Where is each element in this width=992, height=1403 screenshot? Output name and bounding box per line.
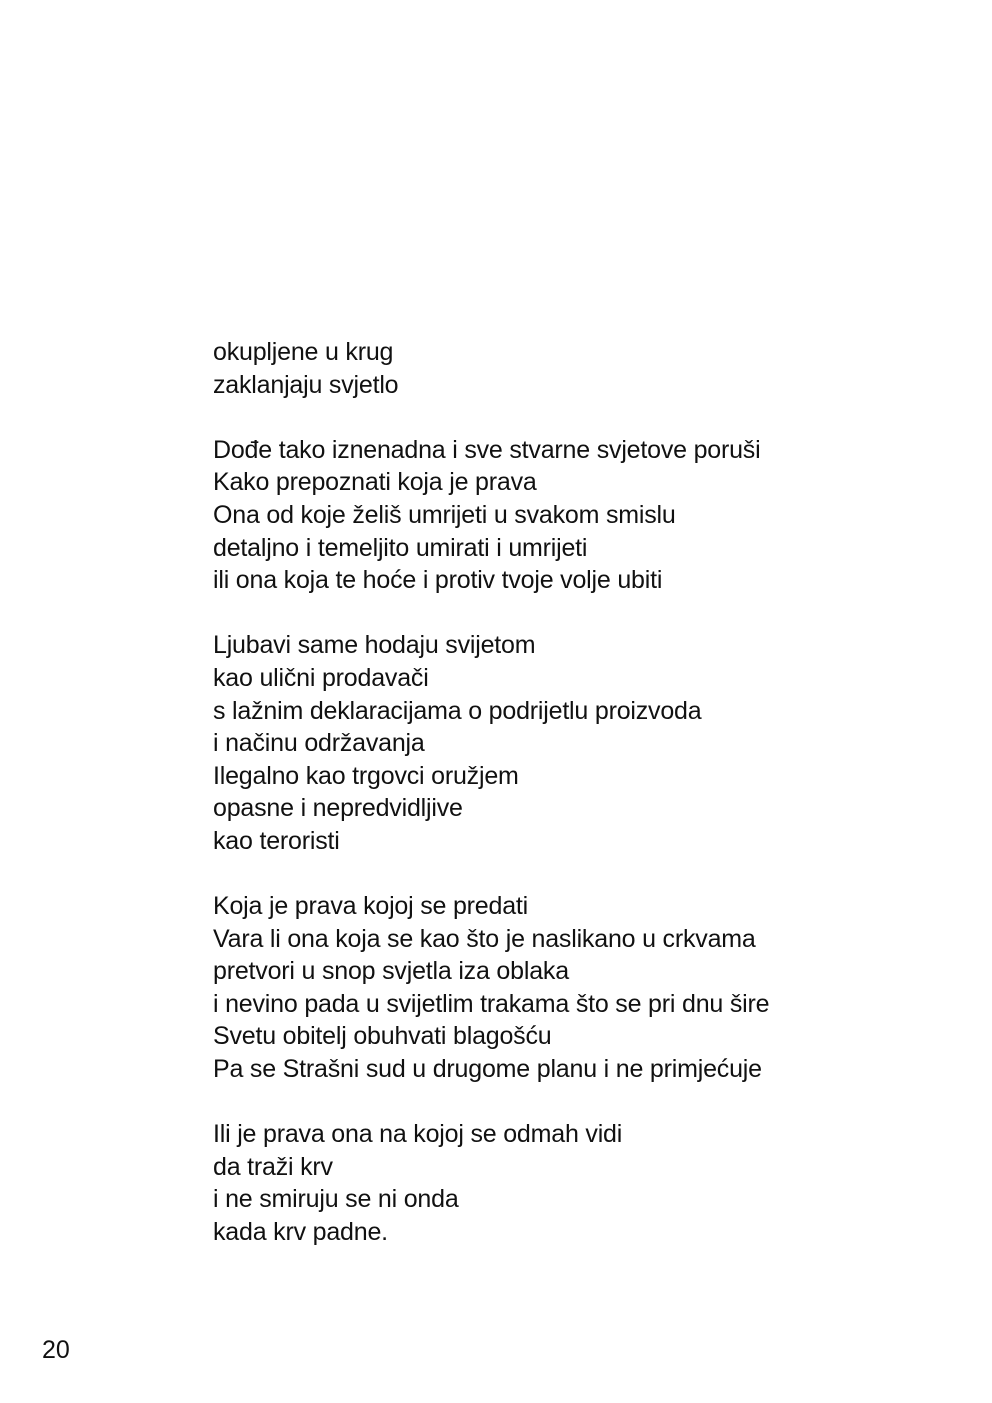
poem-body (213, 336, 913, 1281)
poem-line: Dođe tako iznenadna i sve stvarne svjetove poruši (213, 435, 761, 464)
poem-line: Pa se Strašni sud u drugome planu i ne primjećuje (213, 1055, 762, 1084)
poem-line: da traži krv (213, 1152, 333, 1181)
poem-line: Svetu obitelj obuhvati blagošću (213, 1022, 552, 1051)
stanza-5 (213, 1118, 913, 1248)
poem-line: Kako prepoznati koja je prava (213, 468, 537, 497)
page-number: 20 (42, 1336, 70, 1364)
poem-line: Vara li ona koja se kao što je naslikano u crkvama (213, 924, 756, 953)
poem-line: opasne i nepredvidljive (213, 794, 463, 823)
poem-line: kada krv padne. (213, 1218, 388, 1247)
poem-line: Ljubavi same hodaju svijetom (213, 631, 536, 660)
poem-line: i načinu održavanja (213, 729, 425, 758)
poem-line: okupljene u krug (213, 338, 394, 366)
poem-line: kao teroristi (213, 826, 340, 855)
poem-line: ili ona koja te hoće i protiv tvoje volje ubiti (213, 566, 663, 595)
poem-line: Ili je prava ona na kojoj se odmah vidi (213, 1120, 623, 1149)
poem-line: zaklanjaju svjetlo (213, 370, 399, 399)
stanza-4 (213, 890, 913, 1086)
poem-line: s lažnim deklaracijama o podrijetlu proizvoda (213, 696, 702, 725)
poem-line: Ona od koje želiš umrijeti u svakom smislu (213, 500, 676, 529)
poem-line: i nevino pada u svijetlim trakama što se pri dnu šire (213, 989, 770, 1018)
poem-line: Ilegalno kao trgovci oružjem (213, 761, 519, 790)
poem-line: kao ulični prodavači (213, 663, 429, 692)
stanza-2 (213, 434, 913, 597)
poem-line: pretvori u snop svjetla iza oblaka (213, 957, 569, 986)
stanza-1 (213, 336, 913, 401)
poem-line: i ne smiruju se ni onda (213, 1185, 459, 1214)
poem-line: detaljno i temeljito umirati i umrijeti (213, 533, 588, 562)
stanza-3 (213, 629, 913, 857)
poem-line: Koja je prava kojoj se predati (213, 892, 529, 921)
